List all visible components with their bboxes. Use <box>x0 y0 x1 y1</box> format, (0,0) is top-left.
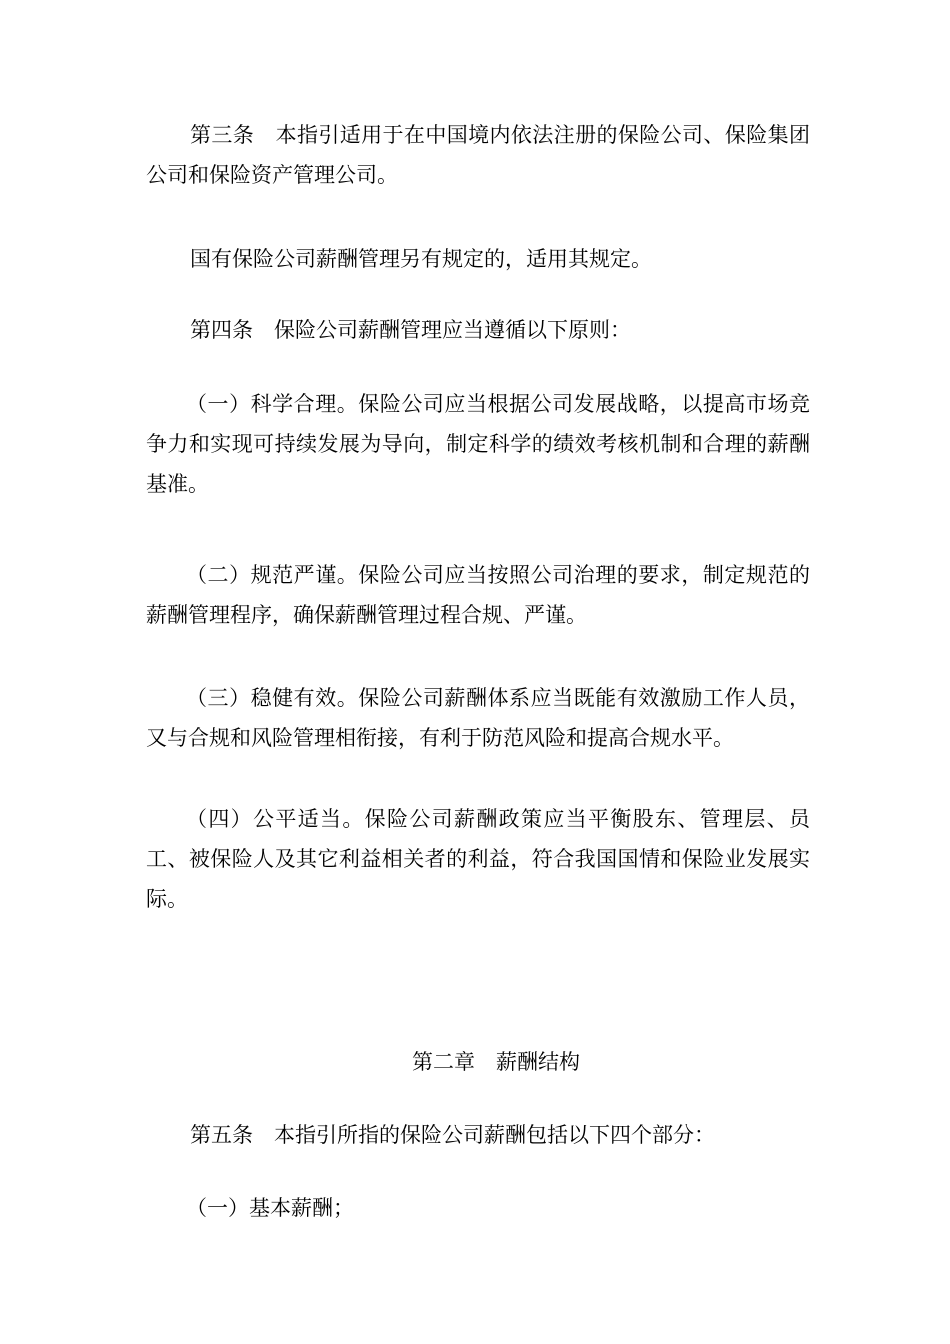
article-4-item-4: （四）公平适当。保险公司薪酬政策应当平衡股东、管理层、员工、被保险人及其它利益相关者的利益，符合我国国情和保险业发展实际。 <box>146 807 810 911</box>
article-5-paragraph: 第五条 本指引所指的保险公司薪酬包括以下四个部分： <box>190 1123 715 1147</box>
chapter-heading-text: 第二章 薪酬结构 <box>412 1050 580 1074</box>
article-4-item-1: （一）科学合理。保险公司应当根据公司发展战略，以提高市场竞争力和实现可持续发展为导向，制定科学的绩效考核机制和合理的薪酬基准。 <box>146 392 810 496</box>
article-4-item-2: （二）规范严谨。保险公司应当按照公司治理的要求，制定规范的薪酬管理程序，确保薪酬管理过程合规、严谨。 <box>146 563 810 627</box>
article-4-item-3: （三）稳健有效。保险公司薪酬体系应当既能有效激励工作人员，又与合规和风险管理相衔接，有利于防范风险和提高合规水平。 <box>146 686 810 750</box>
chapter-heading <box>0 1042 950 1082</box>
article-3-note-paragraph: 国有保险公司薪酬管理另有规定的，适用其规定。 <box>190 247 652 271</box>
article-4-paragraph: 第四条 保险公司薪酬管理应当遵循以下原则： <box>190 318 631 342</box>
article-3-paragraph: 第三条 本指引适用于在中国境内依法注册的保险公司、保险集团公司和保险资产管理公司。 <box>146 123 810 187</box>
article-5-item-1: （一）基本薪酬； <box>186 1196 354 1220</box>
